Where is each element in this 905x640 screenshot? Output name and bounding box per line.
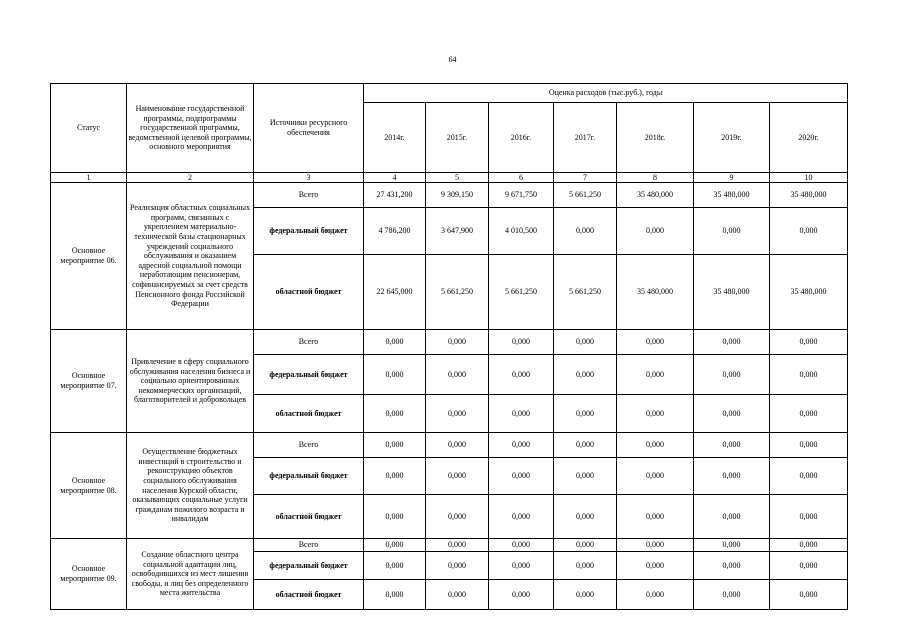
source-cell: Всего bbox=[254, 183, 364, 208]
header-year: 2019г. bbox=[694, 103, 770, 173]
column-number: 5 bbox=[426, 173, 489, 183]
value-cell: 0,000 bbox=[770, 580, 848, 610]
value-cell: 0,000 bbox=[617, 208, 694, 255]
source-cell: федеральный бюджет bbox=[254, 552, 364, 580]
table-row bbox=[51, 183, 848, 208]
value-cell: 0,000 bbox=[364, 458, 426, 495]
header-year: 2020г. bbox=[770, 103, 848, 173]
value-cell: 0,000 bbox=[617, 433, 694, 458]
value-cell: 0,000 bbox=[770, 433, 848, 458]
value-cell: 0,000 bbox=[426, 495, 489, 539]
value-cell: 0,000 bbox=[617, 458, 694, 495]
value-cell: 0,000 bbox=[694, 355, 770, 395]
column-number: 9 bbox=[694, 173, 770, 183]
header-status: Статус bbox=[51, 84, 127, 173]
column-number: 10 bbox=[770, 173, 848, 183]
value-cell: 5 661,250 bbox=[554, 255, 617, 330]
header-year: 2016г. bbox=[489, 103, 554, 173]
source-cell: областной бюджет bbox=[254, 580, 364, 610]
page-number: 64 bbox=[448, 55, 457, 64]
value-cell: 4 786,200 bbox=[364, 208, 426, 255]
value-cell: 5 661,250 bbox=[489, 255, 554, 330]
value-cell: 0,000 bbox=[489, 433, 554, 458]
status-cell: Основное мероприятие 08. bbox=[51, 433, 127, 539]
value-cell: 0,000 bbox=[694, 433, 770, 458]
value-cell: 0,000 bbox=[364, 580, 426, 610]
value-cell: 4 010,500 bbox=[489, 208, 554, 255]
value-cell: 0,000 bbox=[489, 552, 554, 580]
table-body bbox=[51, 183, 848, 610]
value-cell: 0,000 bbox=[694, 395, 770, 433]
column-number: 7 bbox=[554, 173, 617, 183]
column-number: 3 bbox=[254, 173, 364, 183]
value-cell: 0,000 bbox=[554, 330, 617, 355]
value-cell: 0,000 bbox=[770, 552, 848, 580]
value-cell: 0,000 bbox=[770, 330, 848, 355]
value-cell: 0,000 bbox=[364, 495, 426, 539]
value-cell: 0,000 bbox=[770, 395, 848, 433]
header-estimate: Оценка расходов (тыс.руб.), годы bbox=[364, 84, 848, 103]
value-cell: 35 480,000 bbox=[617, 183, 694, 208]
column-number: 6 bbox=[489, 173, 554, 183]
value-cell: 0,000 bbox=[489, 395, 554, 433]
value-cell: 0,000 bbox=[554, 580, 617, 610]
table-row bbox=[51, 330, 848, 355]
value-cell: 0,000 bbox=[770, 495, 848, 539]
value-cell: 0,000 bbox=[770, 539, 848, 552]
value-cell: 0,000 bbox=[364, 539, 426, 552]
table-row bbox=[51, 433, 848, 458]
value-cell: 9 309,150 bbox=[426, 183, 489, 208]
column-numbers-row bbox=[51, 173, 848, 183]
value-cell: 0,000 bbox=[617, 395, 694, 433]
value-cell: 27 431,200 bbox=[364, 183, 426, 208]
source-cell: федеральный бюджет bbox=[254, 458, 364, 495]
status-cell: Основное мероприятие 06. bbox=[51, 183, 127, 330]
value-cell: 0,000 bbox=[694, 458, 770, 495]
value-cell: 35 480,000 bbox=[694, 255, 770, 330]
value-cell: 0,000 bbox=[554, 495, 617, 539]
value-cell: 9 671,750 bbox=[489, 183, 554, 208]
value-cell: 0,000 bbox=[617, 539, 694, 552]
header-name: Наименование государственной программы, подпрограммы государственной программы, ведомственной целевой программы, основного мероприятия bbox=[127, 84, 254, 173]
value-cell: 0,000 bbox=[426, 580, 489, 610]
value-cell: 0,000 bbox=[554, 552, 617, 580]
value-cell: 0,000 bbox=[554, 433, 617, 458]
value-cell: 0,000 bbox=[617, 495, 694, 539]
source-cell: федеральный бюджет bbox=[254, 355, 364, 395]
value-cell: 0,000 bbox=[694, 552, 770, 580]
value-cell: 0,000 bbox=[617, 580, 694, 610]
header-year: 2018г. bbox=[617, 103, 694, 173]
table-row bbox=[51, 539, 848, 552]
value-cell: 0,000 bbox=[617, 330, 694, 355]
header-year: 2017г. bbox=[554, 103, 617, 173]
status-cell: Основное мероприятие 09. bbox=[51, 539, 127, 610]
value-cell: 0,000 bbox=[694, 539, 770, 552]
value-cell: 35 480,000 bbox=[770, 183, 848, 208]
value-cell: 0,000 bbox=[554, 355, 617, 395]
column-number: 1 bbox=[51, 173, 127, 183]
header-sources: Источники ресурсного обеспечения bbox=[254, 84, 364, 173]
value-cell: 3 647,900 bbox=[426, 208, 489, 255]
value-cell: 0,000 bbox=[770, 208, 848, 255]
value-cell: 0,000 bbox=[489, 458, 554, 495]
value-cell: 0,000 bbox=[489, 355, 554, 395]
value-cell: 35 480,000 bbox=[694, 183, 770, 208]
value-cell: 0,000 bbox=[364, 433, 426, 458]
value-cell: 5 661,250 bbox=[426, 255, 489, 330]
value-cell: 0,000 bbox=[489, 495, 554, 539]
value-cell: 0,000 bbox=[489, 330, 554, 355]
value-cell: 0,000 bbox=[426, 355, 489, 395]
value-cell: 0,000 bbox=[694, 495, 770, 539]
budget-table bbox=[50, 83, 848, 610]
value-cell: 0,000 bbox=[364, 330, 426, 355]
value-cell: 0,000 bbox=[364, 552, 426, 580]
value-cell: 0,000 bbox=[426, 395, 489, 433]
value-cell: 5 661,250 bbox=[554, 183, 617, 208]
source-cell: Всего bbox=[254, 330, 364, 355]
value-cell: 0,000 bbox=[694, 330, 770, 355]
value-cell: 0,000 bbox=[489, 539, 554, 552]
value-cell: 0,000 bbox=[694, 580, 770, 610]
value-cell: 0,000 bbox=[617, 355, 694, 395]
source-cell: федеральный бюджет bbox=[254, 208, 364, 255]
source-cell: Всего bbox=[254, 539, 364, 552]
program-name-cell: Создание областного центра социальной адаптации лиц, освободившихся из мест лишения свободы, и лиц без определенного места жительства bbox=[127, 539, 254, 610]
column-number: 4 bbox=[364, 173, 426, 183]
value-cell: 0,000 bbox=[554, 458, 617, 495]
value-cell: 0,000 bbox=[770, 355, 848, 395]
status-cell: Основное мероприятие 07. bbox=[51, 330, 127, 433]
value-cell: 0,000 bbox=[770, 458, 848, 495]
value-cell: 35 480,000 bbox=[770, 255, 848, 330]
value-cell: 0,000 bbox=[364, 395, 426, 433]
source-cell: областной бюджет bbox=[254, 395, 364, 433]
value-cell: 0,000 bbox=[554, 395, 617, 433]
header-year: 2015г. bbox=[426, 103, 489, 173]
value-cell: 22 645,000 bbox=[364, 255, 426, 330]
program-name-cell: Привлечение в сферу социального обслуживания населения бизнеса и социально ориентированных некоммерческих организаций, благотворителей и добровольцев bbox=[127, 330, 254, 433]
source-cell: областной бюджет bbox=[254, 495, 364, 539]
value-cell: 0,000 bbox=[617, 552, 694, 580]
program-name-cell: Осуществление бюджетных инвестиций в строительство и реконструкцию объектов социального обслуживания населения Курской области, оказывающих социальные услуги гражданам пожилого возраста и инвалидам bbox=[127, 433, 254, 539]
value-cell: 0,000 bbox=[489, 580, 554, 610]
column-number: 8 bbox=[617, 173, 694, 183]
value-cell: 0,000 bbox=[426, 458, 489, 495]
value-cell: 0,000 bbox=[426, 330, 489, 355]
source-cell: Всего bbox=[254, 433, 364, 458]
value-cell: 0,000 bbox=[364, 355, 426, 395]
value-cell: 0,000 bbox=[694, 208, 770, 255]
value-cell: 0,000 bbox=[426, 552, 489, 580]
column-number: 2 bbox=[127, 173, 254, 183]
source-cell: областной бюджет bbox=[254, 255, 364, 330]
value-cell: 0,000 bbox=[554, 539, 617, 552]
value-cell: 35 480,000 bbox=[617, 255, 694, 330]
header-year: 2014г. bbox=[364, 103, 426, 173]
value-cell: 0,000 bbox=[426, 433, 489, 458]
value-cell: 0,000 bbox=[554, 208, 617, 255]
value-cell: 0,000 bbox=[426, 539, 489, 552]
program-name-cell: Реализация областных социальных программ, связанных с укреплением материально-технической базы стационарных учреждений социального обслуживания и оказанием адресной социальной помощи неработающим пенсионерам, софинансируемых за счет средств Пенсионного фонда Российской Федерации bbox=[127, 183, 254, 330]
